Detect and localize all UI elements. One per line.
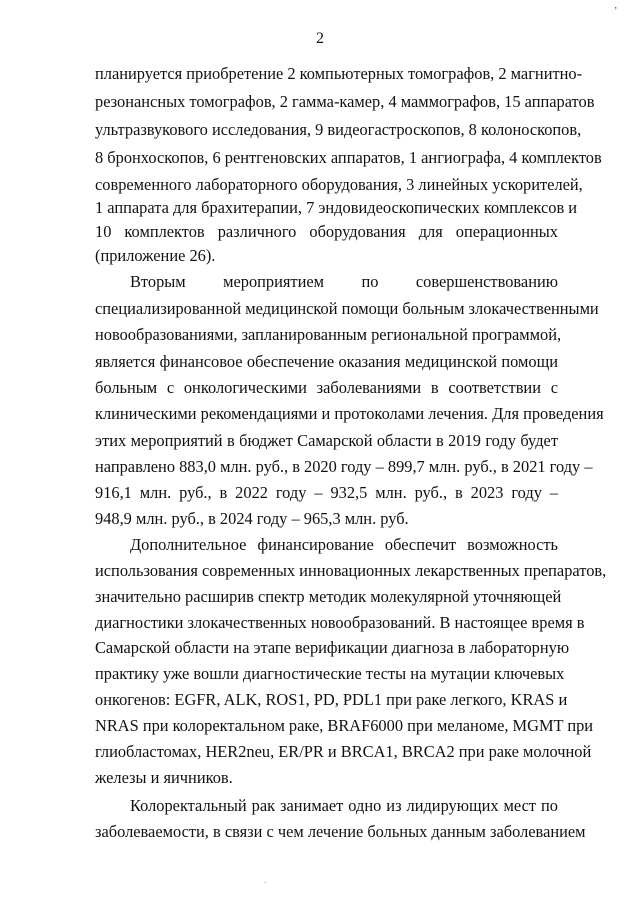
text-line: диагностики злокачественных новообразований. В настоящее время в <box>95 613 585 632</box>
text-line: железы и яичников. <box>95 768 233 787</box>
text-line: заболеваемости, в связи с чем лечение больных данным заболеванием <box>95 822 586 841</box>
text-line: планируется приобретение 2 компьютерных томографов, 2 магнитно- <box>95 64 583 83</box>
text-line: значительно расширив спектр методик молекулярной уточняющей <box>95 587 562 606</box>
corner-mark: ʼ <box>614 6 618 17</box>
text-line: больным с онкологическими заболеваниями в соответствии с <box>95 378 558 397</box>
footer-mark: . <box>264 876 266 885</box>
text-line: Колоректальный рак занимает одно из лидирующих мест по <box>130 796 558 815</box>
text-line: практику уже вошли диагностические тесты на мутации ключевых <box>95 664 565 683</box>
text-line: специализированной медицинской помощи больным злокачественными <box>95 299 599 318</box>
text-line: Вторым мероприятием по совершенствованию <box>130 272 558 291</box>
text-line: является финансовое обеспечение оказания медицинской помощи <box>95 352 558 371</box>
text-line: ультразвукового исследования, 9 видеогастроскопов, 8 колоноскопов, <box>95 120 582 139</box>
text-line: NRAS при колоректальном раке, BRAF6000 при меланоме, MGMT при <box>95 716 594 735</box>
text-line: Самарской области на этапе верификации диагноза в лабораторную <box>95 638 570 657</box>
text-line: глиобластомах, HER2neu, ER/PR и BRCA1, BRCA2 при раке молочной <box>95 742 592 761</box>
text-line: современного лабораторного оборудования, 3 линейных ускорителей, <box>95 175 583 194</box>
text-line: резонансных томографов, 2 гамма-камер, 4 маммографов, 15 аппаратов <box>95 92 595 111</box>
text-line: (приложение 26). <box>95 246 216 265</box>
text-line: 8 бронхоскопов, 6 рентгеновских аппаратов, 1 ангиографа, 4 комплектов <box>95 148 602 167</box>
text-line: направлено 883,0 млн. руб., в 2020 году – 899,7 млн. руб., в 2021 году – <box>95 457 593 476</box>
page-number: 2 <box>316 30 324 47</box>
text-line: 948,9 млн. руб., в 2024 году – 965,3 млн. руб. <box>95 509 409 528</box>
text-line: клиническими рекомендациями и протоколами лечения. Для проведения <box>95 404 604 423</box>
text-line: 10 комплектов различного оборудования для операционных <box>95 222 558 241</box>
text-line: 916,1 млн. руб., в 2022 году – 932,5 млн. руб., в 2023 году – <box>95 483 558 502</box>
text-line: использования современных инновационных лекарственных препаратов, <box>95 561 607 580</box>
text-line: этих мероприятий в бюджет Самарской области в 2019 году будет <box>95 431 558 450</box>
text-line: новообразованиями, запланированным региональной программой, <box>95 325 562 344</box>
text-line: 1 аппарата для брахитерапии, 7 эндовидеоскопических комплексов и <box>95 198 578 217</box>
text-line: Дополнительное финансирование обеспечит возможность <box>130 535 558 554</box>
text-line: онкогенов: EGFR, ALK, ROS1, PD, PDL1 при раке легкого, KRAS и <box>95 690 568 709</box>
